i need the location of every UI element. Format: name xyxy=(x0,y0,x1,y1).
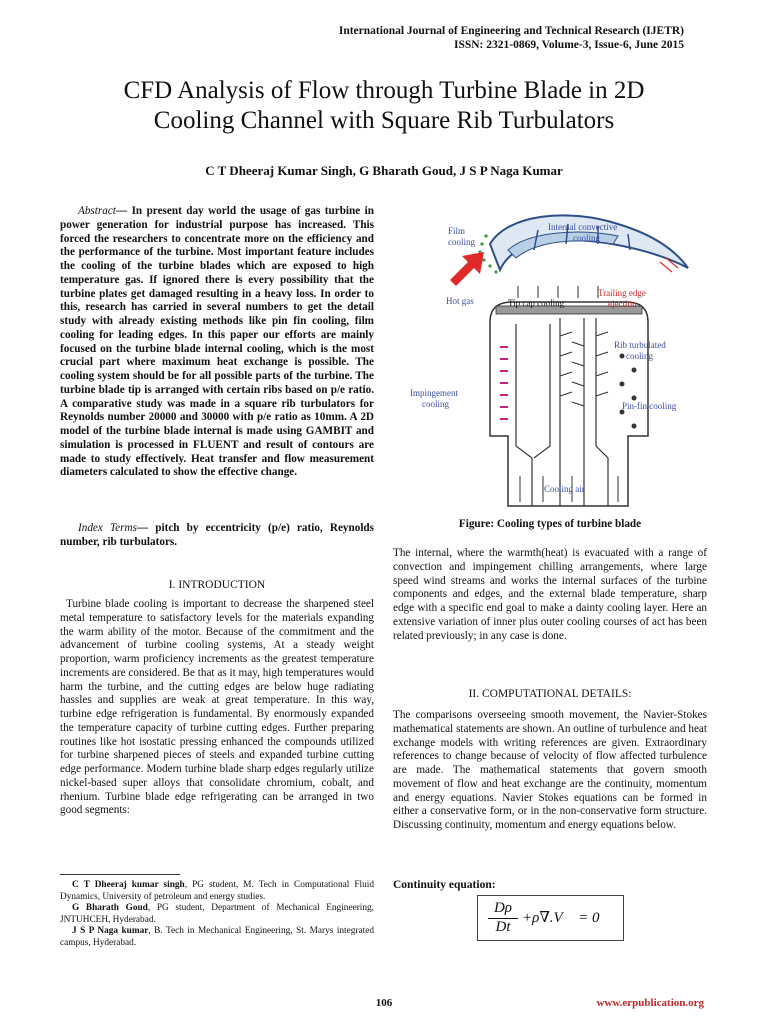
footnote-1: C T Dheeraj kumar singh, PG student, M. Tech in Computational Fluid Dynamics, University of petroleum and energy studies. xyxy=(60,880,374,902)
journal-name: International Journal of Engineering and Technical Research (IJETR) xyxy=(338,25,684,37)
eq-numerator: Dρ xyxy=(493,900,513,916)
page-number: 106 xyxy=(375,997,393,1009)
abstract-dash: — xyxy=(115,205,132,217)
footnotes xyxy=(60,880,374,949)
label-ejection: ejection xyxy=(608,299,637,309)
eq-denominator: Dt xyxy=(495,919,511,935)
label-film-cooling: cooling xyxy=(448,237,475,247)
abstract xyxy=(60,205,374,480)
abstract-label: Abstract xyxy=(78,205,116,217)
label-film: Film xyxy=(448,226,466,236)
section-heading-computational: II. COMPUTATIONAL DETAILS: xyxy=(468,688,632,700)
right-paragraph-1: The internal, where the warmth(heat) is evacuated with a range of convection and impingement chilling arrangements, where large speed wind streams and works the internal surfaces of the turbine components and edges, and the external blade temperature, sharp edge with a specific end goal to make a dainty cooling layer. Here an extensive variation of inner plus outer cooling courses of act has been related previously; in any case is done. xyxy=(393,547,707,642)
footnote-1-name: C T Dheeraj kumar singh xyxy=(72,880,185,890)
journal-header xyxy=(339,24,684,52)
publisher-link[interactable]: www.erpublication.org xyxy=(596,997,704,1009)
continuity-heading: Continuity equation: xyxy=(393,879,496,891)
authors: C T Dheeraj Kumar Singh, G Bharath Goud, J S P Naga Kumar xyxy=(205,163,563,178)
index-terms-text: pitch by eccentricity (p/e) ratio, Reynolds number, rib turbulators. xyxy=(60,522,374,548)
label-internal: Internal convective xyxy=(548,222,618,232)
label-pinfin: Pin-fin cooling xyxy=(622,401,677,411)
title-line-1: CFD Analysis of Flow through Turbine Blade in 2D xyxy=(123,77,645,104)
footnote-2: G Bharath Goud, PG student, Department of Mechanical Engineering, JNTUHCEH, Hyderabad. xyxy=(60,903,374,925)
paper-title xyxy=(40,76,728,136)
introduction-text: Turbine blade cooling is important to decrease the sharpened steel metal temperature to satisfactory levels for the materials expanding the warm ability of the motor. Because of the commitment and the advancement of turbine cooling systems, At a steady weight proportion, warm proficiency increments as the greatest temperature increments are considered. Be that as it may, high temperatures would harm the turbine, and the cutting edges are below huge radiating hassles and supplies are weak at great temperature. In this way, turbine edge refrigeration is fundamental. By enormously expanded the temperature capacity of turbine cutting edges. Further preparing routines like hot isostatic pressing enhanced the compounds utilized for turbine sharpened pieces of steels and expanded turbine cutting edge performance. Modern turbine blade sharp edges regularly utilize nickel-based super alloys that consolidate chromium, cobalt, and rhenium. Turbine blade edge refrigerating can be arranged in two good segments: xyxy=(60,598,374,817)
journal-issn: ISSN: 2321-0869, Volume-3, Issue-6, June 2015 xyxy=(453,39,684,51)
eq-rest: +ρ∇.V⃗ = 0 xyxy=(522,910,600,926)
label-rib-cooling: cooling xyxy=(626,351,653,361)
footnote-2-name: G Bharath Goud xyxy=(72,903,148,913)
title-line-2: Cooling Channel with Square Rib Turbulators xyxy=(153,107,615,134)
label-impingement: Impingement xyxy=(410,388,458,398)
abstract-text: In present day world the usage of gas turbine in power generation for industrial purpose has increased. This forced the researchers to concentrate more on the efficiency and the performance of the turbine. Most important feature includes the cooling of the turbine blades which are exposed to high temperature gas. If ignored there is every possibility that the turbine plates get damaged resulting in a heavy loss. In order to this, research has carried in several numbers to get the detail study with already existing methods like pin fin cooling, film cooling for leading edges. In this paper our efforts are mainly focused on the turbine blade internal cooling, which is the most crucial part where maximum heat exchange is possible. The cooling system should be for all possible parts of the turbine. The turbine blade tip is arranged with certain ribs based on p/e ratio. A comparative study was made in a square rib turbulators for Reynolds number 20000 and 30000 with p/e ratio as 10mm. A 2D model of the turbine blade internal is made using GAMBIT and simulation is processed in FLUENT and result of contours are made to study effectively. Heat transfer and flow measurement diameters calculated to show the effective change. xyxy=(60,205,375,479)
hot-gas-arrow xyxy=(450,252,484,286)
label-rib: Rib turbulated xyxy=(614,340,666,350)
turbine-cooling-figure xyxy=(408,206,718,512)
label-trailing: Trailing edge xyxy=(598,288,646,298)
index-terms xyxy=(60,522,374,550)
impingement-jets xyxy=(500,346,508,420)
index-terms-dash: — xyxy=(136,522,156,534)
label-internal-cooling: cooling xyxy=(573,233,600,243)
section-heading-introduction: I. INTRODUCTION xyxy=(168,579,266,591)
tip-cap-arrows xyxy=(518,286,598,298)
label-tipcap: Tip cap cooling xyxy=(508,298,565,308)
figure-caption: Figure: Cooling types of turbine blade xyxy=(458,518,642,530)
continuity-equation xyxy=(477,895,624,941)
footnote-rule xyxy=(60,874,180,875)
label-impingement-cooling: cooling xyxy=(422,399,449,409)
footnote-3-name: J S P Naga kumar xyxy=(72,926,149,936)
footnote-3: J S P Naga kumar, B. Tech in Mechanical Engineering, St. Marys integrated campus, Hyderabad. xyxy=(60,926,374,948)
index-terms-label: Index Terms xyxy=(78,522,137,534)
label-hotgas: Hot gas xyxy=(446,296,474,306)
label-coolingair: Cooling air xyxy=(544,484,585,494)
computational-text: The comparisons overseeing smooth movement, the Navier-Stokes mathematical statements are shown. An outline of turbulence and heat exchange models with writing references are given. Extraordinary references to change because of velocity of flow affected turbulence are made. The mathematical statements that govern smooth movement of flow and heat exchange are the continuity, momentum and energy equations. Navier Stokes equations can be formed in either a conservative form, or in the non-conservative form structure. Discussing continuity, momentum and energy equations below. xyxy=(393,709,707,831)
